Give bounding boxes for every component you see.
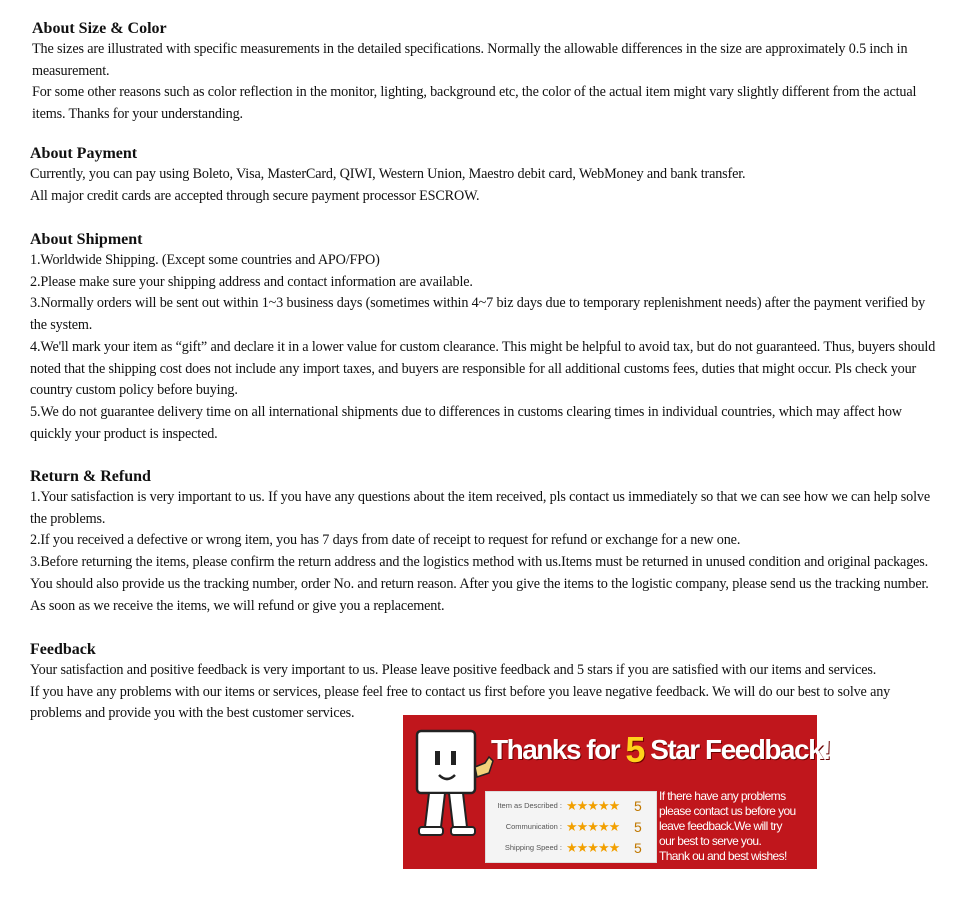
paragraph: 3.Before returning the items, please confirm the return address and the logistics method with us.Items must be returned in unused condition and original packages. You should also provide us the tracking number, order No. and return reason. After you give the items to the logistic company, please send us the tracking number. As soon as we receive the items, we will refund or give you a replacement. [30,554,929,614]
note-line: leave feedback.We will try [659,819,782,833]
section-heading: About Size & Color [32,20,167,37]
paragraph: The sizes are illustrated with specific measurements in the detailed specifications. Normally the allowable differences in the size are approximately 0.5 inch in measurement. [32,41,908,79]
rating-label: Shipping Speed : [504,843,562,852]
star-icon: ★★★★★ [566,819,620,834]
rating-row [490,819,654,837]
paragraph: 2.Please make sure your shipping address and contact information are available. [30,273,473,290]
note-line: please contact us before you [659,804,796,818]
star-icon: ★★★★★ [566,798,620,813]
banner-note [659,789,815,865]
paragraph: 3.Normally orders will be sent out within 1~3 business days (sometimes within 4~7 biz days due to temporary replenishment needs) after the payment verified by the system. [30,295,926,334]
section-feedback [30,640,940,725]
rating-label: Communication : [505,822,562,831]
section-heading: Return & Refund [30,468,151,485]
section-return-refund [30,467,940,617]
note-line: If there have any problems [659,789,786,803]
paragraph: For some other reasons such as color reflection in the monitor, lighting, background etc, the color of the actual item might vary slightly different from the actual items. Thanks for your understanding. [32,84,917,123]
ratings-panel [485,791,657,863]
paragraph: If you have any problems with our items or services, please feel free to contact us first before you leave negative feedback. We will do our best to solve any problems and provide you with the best customer services. [30,683,891,722]
mascot-thumbs-up-icon [411,727,495,867]
section-heading: Feedback [30,641,96,658]
note-line: Thank ou and best wishes! [659,849,787,863]
section-heading: About Shipment [30,231,143,248]
section-shipment [30,230,940,445]
paragraph: 4.We'll mark your item as “gift” and declare it in a lower value for custom clearance. This might be helpful to avoid tax, but do not guaranteed. Thus, buyers should noted that the shipping cost does not include any import taxes, and buyers are responsible for all additional customs fees, duties that might occur. Pls check your country custom policy before buying. [30,338,936,399]
paragraph: All major credit cards are accepted through secure payment processor ESCROW. [30,187,480,204]
banner-title-prefix: Thanks for [491,734,626,765]
banner-title-five: 5 [625,729,644,770]
rating-row [490,798,654,816]
star-icon: ★★★★★ [566,840,620,855]
paragraph: 1.Worldwide Shipping. (Except some countries and APO/FPO) [30,252,380,268]
section-heading: About Payment [30,145,138,162]
rating-score: 5 [634,798,642,814]
banner-title-suffix: Star Feedback! [643,734,830,765]
paragraph: Currently, you can pay using Boleto, Visa, MasterCard, QIWI, Western Union, Maestro debit card, WebMoney and bank transfer. [30,166,746,182]
paragraph: 2.If you received a defective or wrong item, you has 7 days from date of receipt to request for refund or exchange for a new one. [30,532,741,549]
paragraph: 5.We do not guarantee delivery time on all international shipments due to differences in customs clearing times in individual countries, which may affect how quickly your product is inspected. [30,403,902,442]
paragraph: 1.Your satisfaction is very important to us. If you have any questions about the item received, pls contact us immediately so that we can see how we can help solve the problems. [30,489,931,527]
feedback-banner [403,715,830,869]
rating-score: 5 [634,840,642,856]
rating-row [490,840,654,858]
rating-score: 5 [634,819,642,835]
note-line: our best to serve you. [659,834,762,848]
rating-label: Item as Described : [497,801,562,810]
banner-title [491,729,830,771]
paragraph: Your satisfaction and positive feedback is very important to us. Please leave positive feedback and 5 stars if you are satisfied with our items and services. [30,662,877,678]
section-size-color [32,19,942,126]
section-payment [30,144,940,207]
